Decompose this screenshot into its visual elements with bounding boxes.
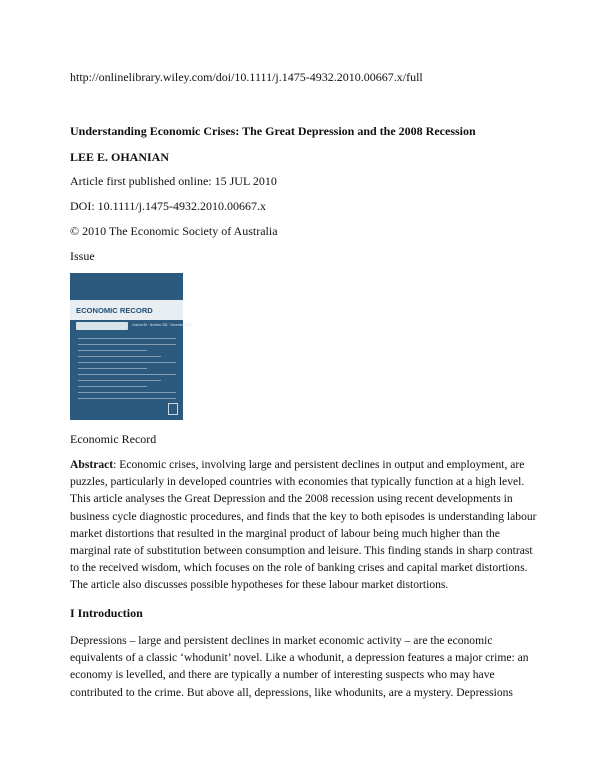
section-heading: I Introduction — [70, 606, 143, 620]
cover-contents-lines — [78, 338, 176, 404]
journal-cover-image[interactable] — [70, 273, 193, 420]
abstract — [70, 456, 540, 594]
issue-label: Issue — [70, 249, 95, 263]
abstract-text: : Economic crises, involving large and persistent declines in output and employment, are puzzles, particularly in developed countries with economies that typically function at a high level. This article analyses the Great Depression and the 2008 recession using recent developments in business cycle diagnostic procedures, and finds that the key to both episodes is understanding labour market distortions that resulted in the marginal product of labour being much higher than the marginal rate of substitution between consumption and leisure. This finding stands in sharp contrast to the received wisdom, which focuses on the role of banking crises and capital market distortions. The article also discusses possible hypotheses for these labour market distortions. — [70, 458, 537, 592]
cover-meta: Volume 86 · Number 283 · December 2010 — [132, 323, 193, 327]
abstract-label: Abstract — [70, 458, 114, 471]
article-title: Understanding Economic Crises: The Great Depression and the 2008 Recession — [70, 124, 476, 138]
source-url[interactable]: http://onlinelibrary.wiley.com/doi/10.1111/j.1475-4932.2010.00667.x/full — [70, 70, 423, 84]
journal-name: Economic Record — [70, 432, 157, 446]
cover-title: ECONOMIC RECORD — [76, 306, 153, 315]
introduction-text: Depressions – large and persistent declines in market economic activity – are the economic equivalents of a classic ‘whodunit’ novel. Like a whodunit, a depression features a major crime: an economy is levelled, and there are typically a number of interesting suspects who may have contributed to the crime. But above all, depressions, like whodunits, are a mystery. Depressions — [70, 634, 529, 699]
doi: DOI: 10.1111/j.1475-4932.2010.00667.x — [70, 199, 266, 213]
author-name: LEE E. OHANIAN — [70, 150, 170, 164]
publication-date: Article first published online: 15 JUL 2010 — [70, 174, 277, 188]
copyright: © 2010 The Economic Society of Australia — [70, 224, 278, 238]
cover-subtitle-bar — [76, 322, 128, 330]
publisher-logo-icon — [168, 403, 178, 415]
